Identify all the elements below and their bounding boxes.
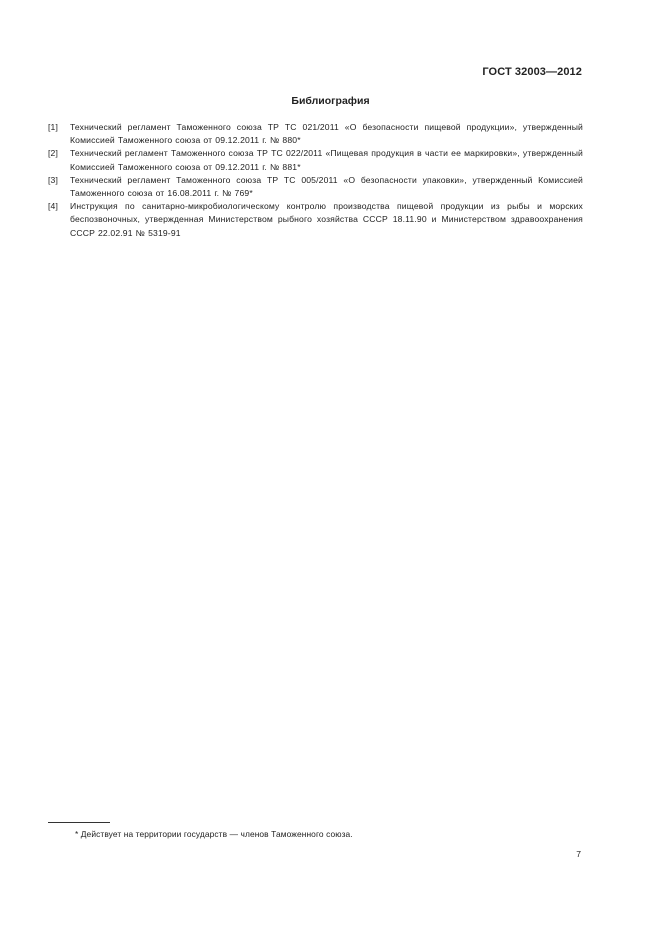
standard-code: ГОСТ 32003—2012 — [482, 66, 582, 78]
bibliography-entry — [48, 147, 583, 173]
footnote-divider — [48, 822, 110, 823]
entry-number: [2] — [48, 148, 59, 159]
bibliography-entry — [48, 174, 583, 200]
entry-number: [4] — [48, 201, 59, 212]
entry-text: Технический регламент Таможенного союза ТР ТС 005/2011 «О безопасности упаковки», утвержденный Комиссией Таможенного союза от 16.08.2011 г. № 769* — [70, 174, 583, 199]
entry-text: Инструкция по санитарно-микробиологическому контролю производства пищевой продукции из рыбы и морских беспозвоночных, утвержденная Министерством рыбного хозяйства СССР 18.11.90 и Министерством здравоохранения СССР 22.02.91 № 5319-91 — [70, 201, 583, 238]
page-number: 7 — [576, 849, 581, 859]
footnote-text: * Действует на территории государств — членов Таможенного союза. — [75, 829, 353, 839]
entry-number: [1] — [48, 122, 59, 132]
bibliography-entry — [48, 200, 583, 240]
bibliography-list — [48, 121, 583, 240]
entry-number: [3] — [48, 174, 59, 185]
bibliography-title: Библиография — [291, 95, 370, 107]
entry-text: Технический регламент Таможенного союза ТР ТС 022/2011 «Пищевая продукция в части ее маркировки», утвержденный Комиссией Таможенного союза от 09.12.2011 г. № 881* — [70, 148, 583, 172]
entry-text: Технический регламент Таможенного союза ТР ТС 021/2011 «О безопасности пищевой продукции», утвержденный Комиссией Таможенного союза от 09.12.2011 г. № 880* — [70, 122, 583, 146]
bibliography-entry — [48, 121, 583, 147]
